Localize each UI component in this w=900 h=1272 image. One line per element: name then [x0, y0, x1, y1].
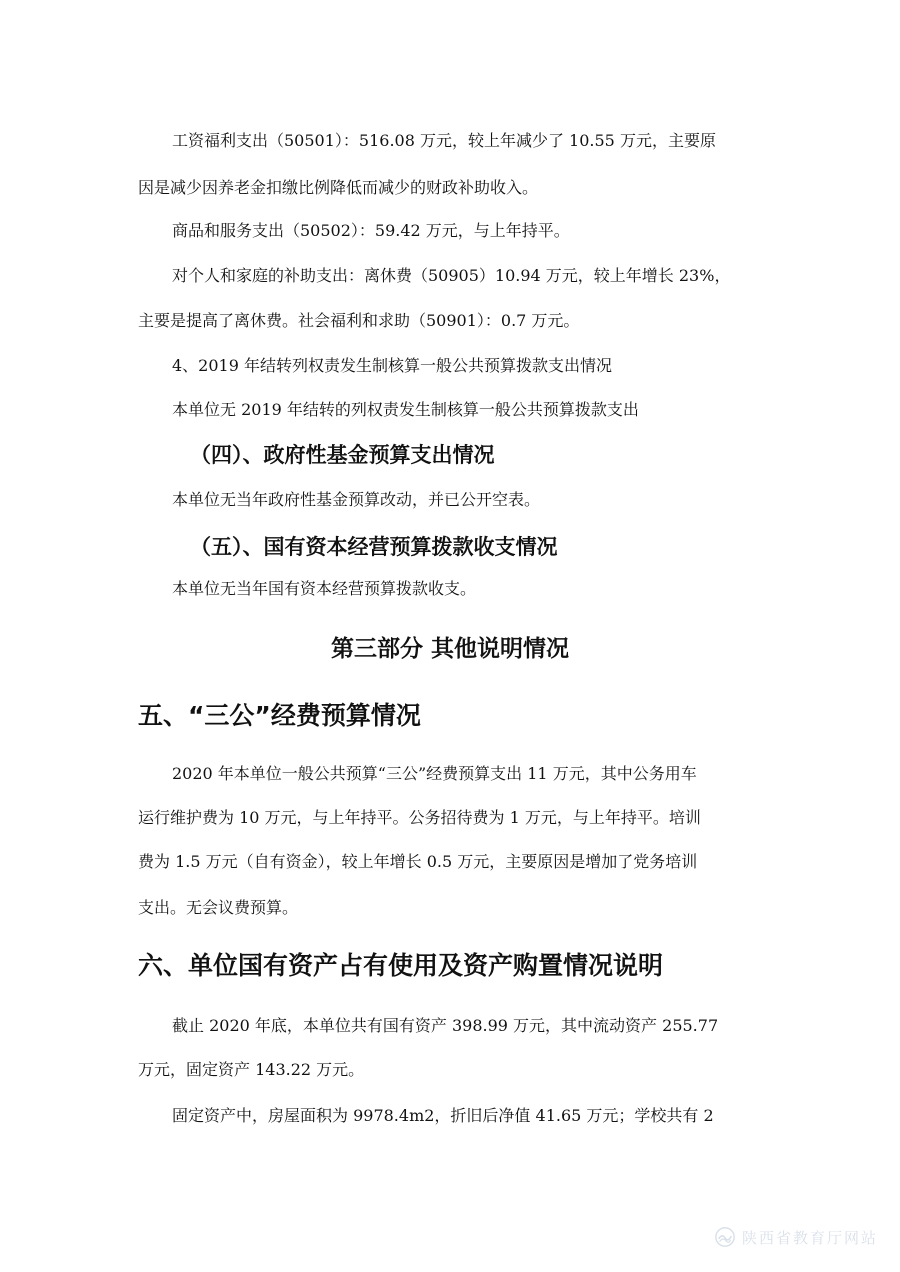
- section-six-title: 六、单位国有资产占有使用及资产购置情况说明: [138, 951, 664, 980]
- paragraph-line: 运行维护费为 10 万元，与上年持平。公务招待费为 1 万元，与上年持平。培训: [138, 808, 701, 827]
- paragraph-line: 2020 年本单位一般公共预算“三公”经费预算支出 11 万元，其中公务用车: [172, 764, 697, 783]
- paragraph-line: 本单位无当年国有资本经营预算拨款收支。: [172, 579, 477, 598]
- paragraph-line: 支出。无会议费预算。: [138, 898, 299, 917]
- paragraph-line: 因是减少因养老金扣缴比例降低而减少的财政补助收入。: [138, 178, 539, 197]
- watermark-text: 陕西省教育厅网站: [741, 1228, 878, 1247]
- paragraph-line: 4、2019 年结转列权责发生制核算一般公共预算拨款支出情况: [172, 356, 612, 375]
- site-watermark: [714, 1222, 878, 1252]
- paragraph-line: 工资福利支出（50501）：516.08 万元，较上年减少了 10.55 万元，主要原: [172, 131, 716, 150]
- paragraph-line: 主要是提高了离休费。社会福利和求助（50901）：0.7 万元。: [138, 311, 580, 330]
- paragraph-line: 截止 2020 年底，本单位共有国有资产 398.99 万元，其中流动资产 255.77: [172, 1016, 719, 1035]
- paragraph-line: 费为 1.5 万元（自有资金），较上年增长 0.5 万元，主要原因是增加了党务培训: [138, 852, 698, 871]
- paragraph-line: 商品和服务支出（50502）：59.42 万元，与上年持平。: [172, 221, 570, 240]
- subsection-heading-five: （五）、国有资本经营预算拨款收支情况: [190, 535, 558, 559]
- section-five-title: 五、“三公”经费预算情况: [138, 701, 421, 730]
- part-three-title: 第三部分 其他说明情况: [330, 636, 569, 662]
- subsection-heading-four: （四）、政府性基金预算支出情况: [190, 443, 495, 467]
- wave-logo-icon: [714, 1226, 736, 1248]
- paragraph-line: 对个人和家庭的补助支出：离休费（50905）10.94 万元，较上年增长 23%，: [172, 266, 731, 285]
- paragraph-line: 本单位无 2019 年结转的列权责发生制核算一般公共预算拨款支出: [172, 400, 639, 419]
- paragraph-line: 本单位无当年政府性基金预算改动，并已公开空表。: [172, 490, 541, 509]
- paragraph-line: 万元，固定资产 143.22 万元。: [138, 1060, 365, 1079]
- paragraph-line: 固定资产中，房屋面积为 9978.4m2，折旧后净值 41.65 万元；学校共有 2: [172, 1106, 714, 1125]
